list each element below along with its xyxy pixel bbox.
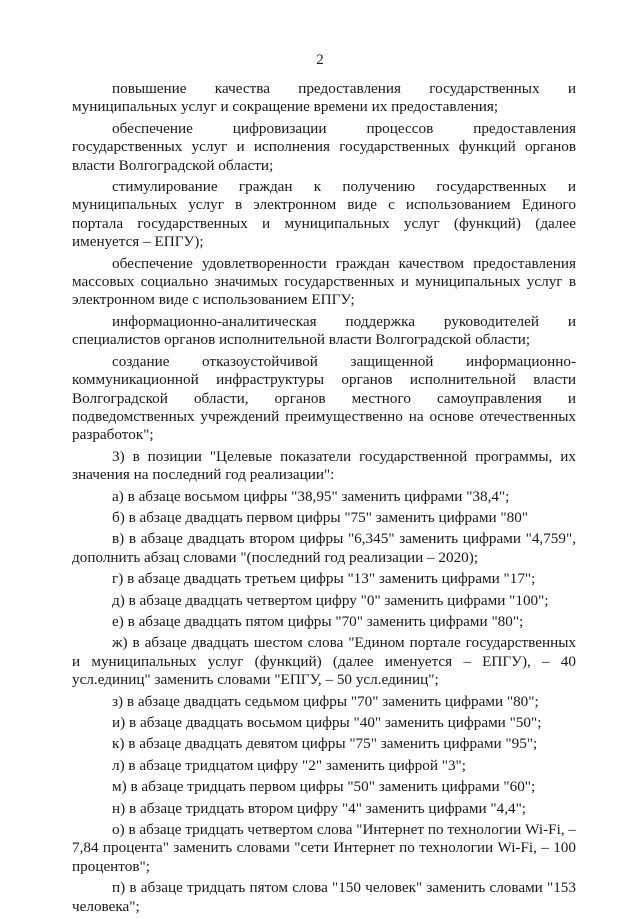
amendment-item: ж) в абзаце двадцать шестом слова "Едином портале государственных и муниципальных услуг (функций) (далее именуется – ЕПГУ), – 40 усл.единиц" заменить словами "ЕПГУ, – 50 усл.единиц";	[72, 634, 576, 689]
amendment-item: к) в абзаце двадцать девятом цифры "75" заменить цифрами "95";	[112, 735, 538, 753]
amendment-item: е) в абзаце двадцать пятом цифры "70" заменить цифрами "80";	[112, 612, 524, 630]
amendment-item: г) в абзаце двадцать третьем цифры "13" заменить цифрами "17";	[112, 570, 536, 588]
amendment-item: а) в абзаце восьмом цифры "38,95" заменить цифрами "38,4";	[112, 487, 510, 505]
paragraph: обеспечение удовлетворенности граждан качеством предоставления массовых социально значимых государственных и муниципальных услуг в электронном виде с использованием ЕПГУ;	[72, 254, 576, 309]
amendment-item: д) в абзаце двадцать четвертом цифру "0" заменить цифрами "100";	[112, 591, 549, 609]
amendment-item: з) в абзаце двадцать седьмом цифры "70" заменить цифрами "80";	[112, 692, 539, 710]
paragraph: 3) в позиции "Целевые показатели государственной программы, их значения на последний год реализации":	[72, 447, 576, 484]
document-body	[72, 80, 576, 919]
paragraph: информационно-аналитическая поддержка руководителей и специалистов органов исполнительной власти Волгоградской области;	[72, 312, 576, 349]
amendment-item: б) в абзаце двадцать первом цифры "75" заменить цифрами "80"	[112, 508, 529, 526]
amendment-item: л) в абзаце тридцатом цифру "2" заменить цифрой "3";	[112, 756, 466, 774]
amendment-item: в) в абзаце двадцать втором цифры "6,345" заменить цифрами "4,759", дополнить абзац словами "(последний год реализации – 2020);	[72, 530, 576, 566]
paragraph: обеспечение цифровизации процессов предоставления государственных услуг и исполнения государственных функций органов власти Волгоградской области;	[72, 119, 576, 174]
page-number: 2	[316, 52, 324, 68]
amendment-item: о) в абзаце тридцать четвертом слова "Интернет по технологии Wi-Fi, – 7,84 процента" заменить словами "сети Интернет по технологии Wi-Fi, – 100 процентов";	[72, 821, 576, 875]
amendment-item: м) в абзаце тридцать первом цифры "50" заменить цифрами "60";	[112, 778, 536, 796]
paragraph: повышение качества предоставления государственных и муниципальных услуг и сокращение времени их предоставления;	[72, 80, 576, 116]
paragraph: стимулирование граждан к получению государственных и муниципальных услуг в электронном виде с использованием Единого портала государственных и муниципальных услуг (функций) (далее именуется – ЕПГУ);	[72, 178, 576, 251]
amendment-item: п) в абзаце тридцать пятом слова "150 человек" заменить словами "153 человека";	[72, 879, 576, 915]
amendment-item: и) в абзаце двадцать восьмом цифры "40" заменить цифрами "50";	[112, 714, 542, 731]
paragraph: создание отказоустойчивой защищенной информационно-коммуникационной инфраструктуры органов исполнительной власти Волгоградской области, органов местного самоуправления и подведомственных учреждений преимущественно на основе отечественных разработок";	[72, 352, 576, 444]
amendment-item: н) в абзаце тридцать втором цифру "4" заменить цифрами "4,4";	[112, 799, 527, 817]
